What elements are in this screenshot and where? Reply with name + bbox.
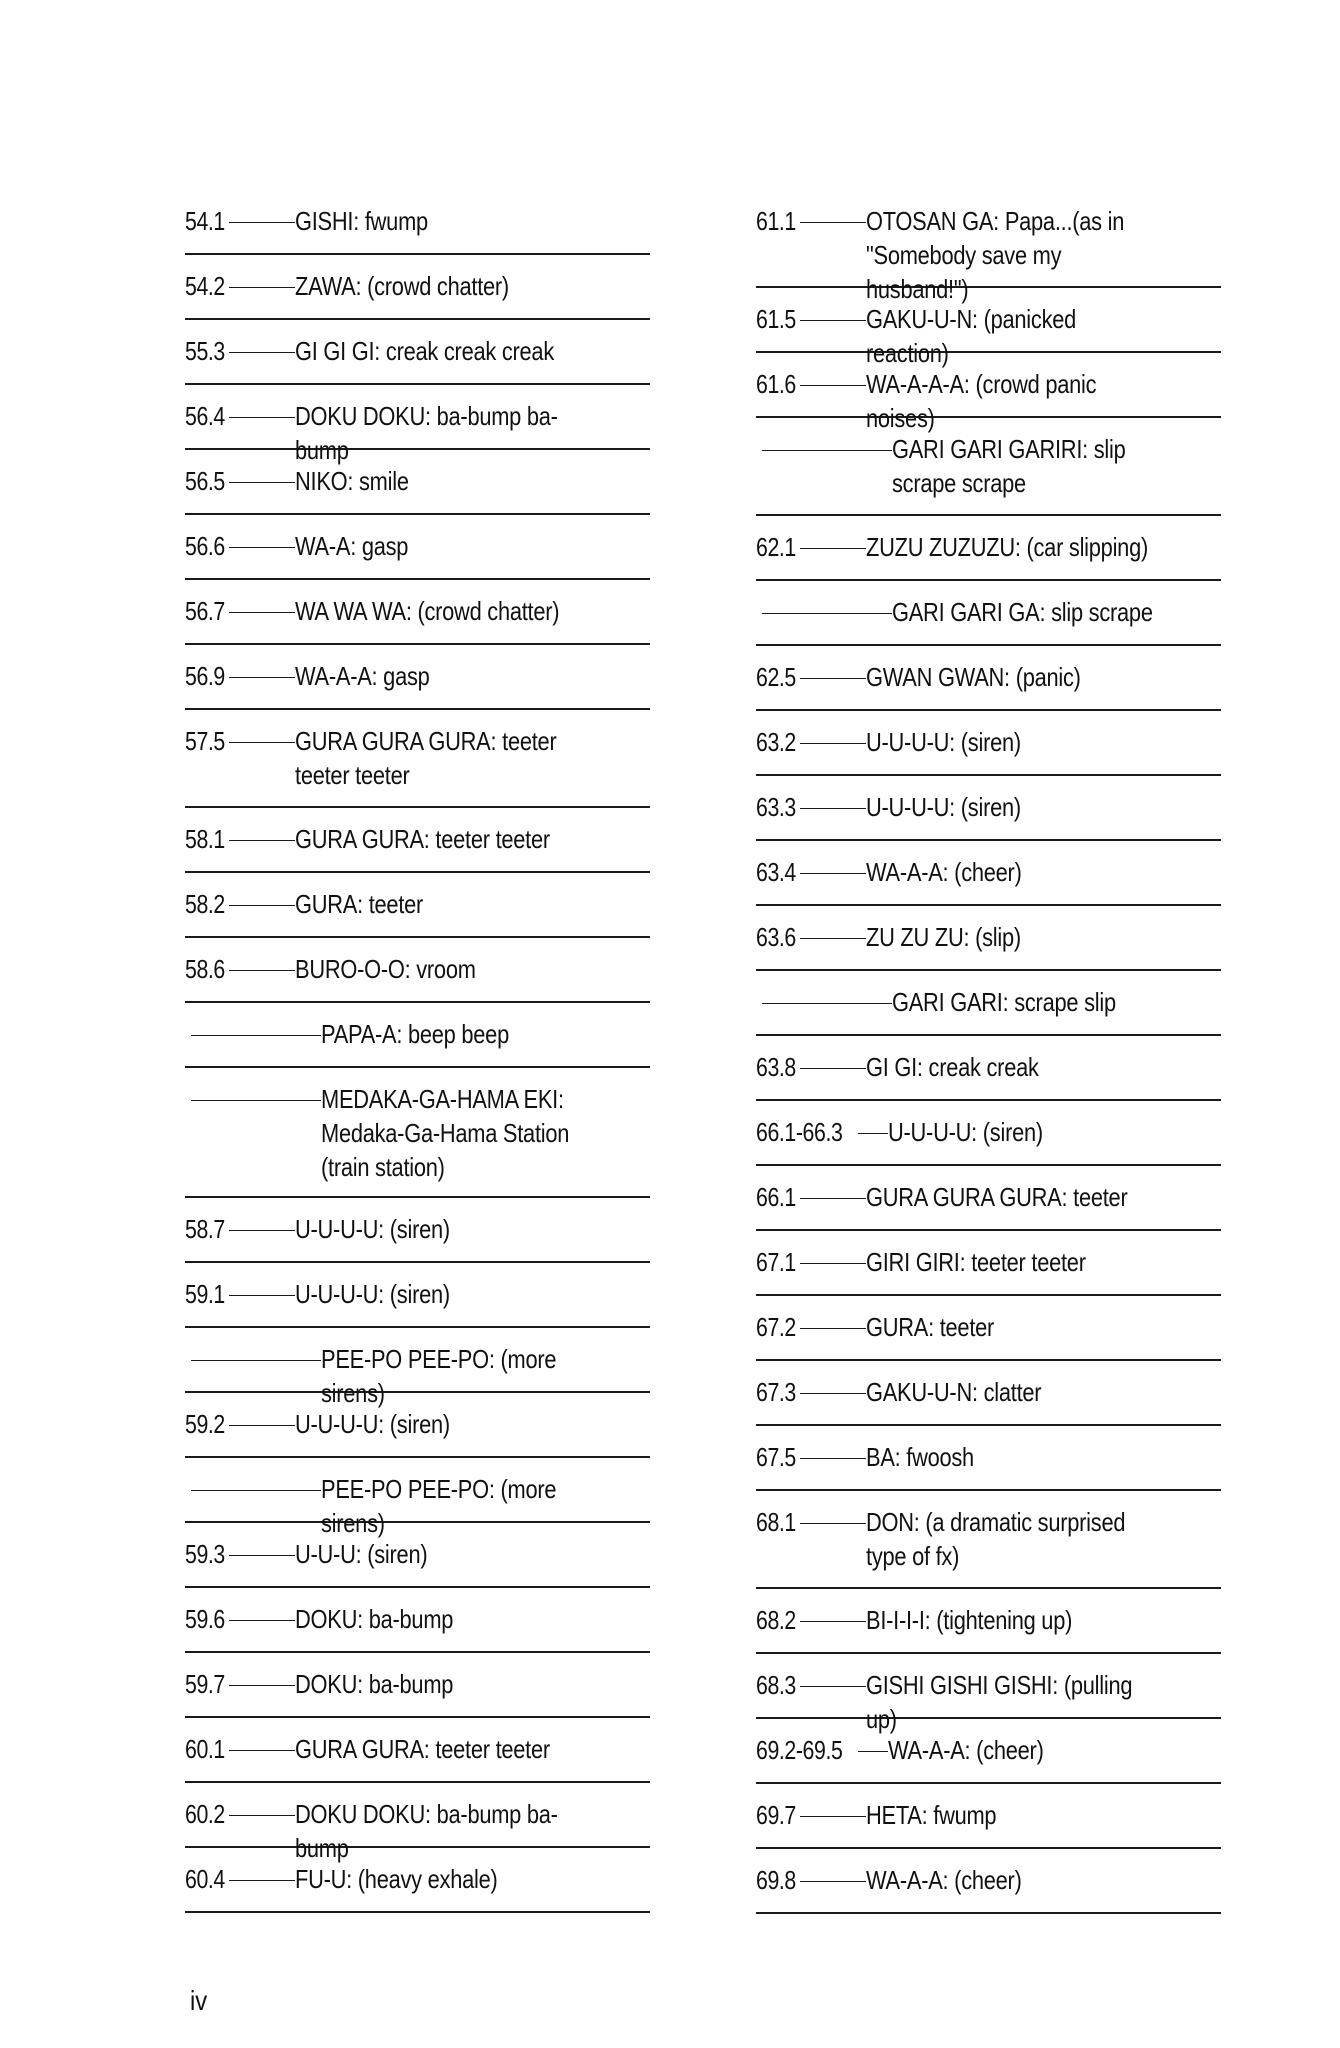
entry-text: GURA GURA GURA: teeter teeter teeter	[295, 726, 557, 790]
left-column	[185, 190, 650, 1913]
entry-reference: 58.2	[185, 889, 225, 919]
entry-text: ZU ZU ZU: (slip)	[866, 922, 1021, 952]
glossary-entry	[756, 1849, 1221, 1914]
entry-text: GAKU-U-N: (panicked reaction)	[866, 304, 1077, 368]
glossary-entry	[756, 1491, 1221, 1589]
glossary-entry	[185, 1393, 650, 1458]
glossary-entry	[756, 971, 1221, 1036]
leader-line	[191, 1035, 321, 1036]
leader-line	[800, 743, 866, 744]
entry-text: GWAN GWAN: (panic)	[866, 662, 1081, 692]
entry-reference: 59.2	[185, 1409, 225, 1439]
entry-text: WA-A-A: (cheer)	[888, 1735, 1044, 1765]
entry-text: BI-I-I-I: (tightening up)	[866, 1605, 1073, 1635]
glossary-entry	[185, 710, 650, 808]
glossary-entry	[185, 1718, 650, 1783]
entry-reference: 56.5	[185, 466, 225, 496]
glossary-entry	[756, 1296, 1221, 1361]
leader-line	[800, 873, 866, 874]
glossary-entry	[185, 515, 650, 580]
glossary-entry	[756, 1719, 1221, 1784]
leader-line	[800, 385, 866, 386]
entry-text: BURO-O-O: vroom	[295, 954, 476, 984]
entry-text: WA-A-A: gasp	[295, 661, 430, 691]
leader-line	[800, 1621, 866, 1622]
entry-reference: 56.7	[185, 596, 225, 626]
glossary-entry	[756, 1589, 1221, 1654]
leader-line	[229, 417, 295, 418]
glossary-entry	[185, 1783, 650, 1863]
entry-reference: 62.1	[756, 532, 796, 562]
leader-line	[800, 678, 866, 679]
entry-text: GARI GARI: scrape slip	[892, 987, 1116, 1017]
entry-text: GARI GARI GA: slip scrape	[892, 597, 1153, 627]
entry-reference: 67.1	[756, 1247, 796, 1277]
entry-reference: 60.2	[185, 1799, 225, 1829]
leader-line	[229, 1880, 295, 1881]
entry-reference: 67.5	[756, 1442, 796, 1472]
leader-line	[800, 938, 866, 939]
glossary-entry	[185, 580, 650, 645]
entry-reference: 68.3	[756, 1670, 796, 1700]
glossary-entry	[185, 1588, 650, 1653]
leader-line	[229, 840, 295, 841]
right-column	[756, 190, 1221, 1914]
entry-reference: 63.2	[756, 727, 796, 757]
entry-reference: 63.6	[756, 922, 796, 952]
entry-reference: 66.1	[756, 1182, 796, 1212]
glossary-entry	[756, 1361, 1221, 1426]
glossary-entry	[756, 1231, 1221, 1296]
leader-line	[229, 287, 295, 288]
leader-line	[858, 1751, 888, 1752]
entry-reference: 67.3	[756, 1377, 796, 1407]
entry-reference: 59.1	[185, 1279, 225, 1309]
entry-text: U-U-U-U: (siren)	[295, 1214, 450, 1244]
glossary-entry	[756, 1036, 1221, 1101]
leader-line	[229, 482, 295, 483]
leader-line	[229, 222, 295, 223]
glossary-entry	[185, 1458, 650, 1538]
leader-line	[762, 613, 892, 614]
entry-reference: 61.5	[756, 304, 796, 334]
entry-reference: 69.7	[756, 1800, 796, 1830]
glossary-entry	[185, 938, 650, 1003]
entry-text: DOKU DOKU: ba-bump ba-bump	[295, 401, 558, 465]
leader-line	[229, 1685, 295, 1686]
entry-reference: 63.8	[756, 1052, 796, 1082]
leader-line	[191, 1490, 321, 1491]
glossary-entry	[756, 1101, 1221, 1166]
glossary-entry	[185, 255, 650, 320]
entry-text: GISHI: fwump	[295, 206, 428, 236]
glossary-entry	[756, 1166, 1221, 1231]
entry-reference: 69.2-69.5	[756, 1735, 843, 1765]
entry-text: U-U-U-U: (siren)	[888, 1117, 1043, 1147]
glossary-entry	[185, 1003, 650, 1068]
entry-reference: 58.6	[185, 954, 225, 984]
entry-text: WA-A: gasp	[295, 531, 409, 561]
entry-text: BA: fwoosh	[866, 1442, 974, 1472]
glossary-entry	[756, 906, 1221, 971]
entry-reference: 66.1-66.3	[756, 1117, 843, 1147]
entry-text: GI GI: creak creak	[866, 1052, 1039, 1082]
entry-text: GURA: teeter	[295, 889, 424, 919]
glossary-entry	[756, 841, 1221, 906]
leader-line	[858, 1133, 888, 1134]
leader-line	[229, 1295, 295, 1296]
entry-text: DOKU: ba-bump	[295, 1669, 454, 1699]
leader-line	[229, 1620, 295, 1621]
glossary-entry	[756, 1426, 1221, 1491]
entry-text: WA WA WA: (crowd chatter)	[295, 596, 560, 626]
entry-text: GURA: teeter	[866, 1312, 995, 1342]
entry-reference: 68.2	[756, 1605, 796, 1635]
entry-text: WA-A-A: (cheer)	[866, 857, 1022, 887]
glossary-entry	[756, 646, 1221, 711]
entry-text: GISHI GISHI GISHI: (pulling up)	[866, 1670, 1133, 1734]
leader-line	[191, 1100, 321, 1101]
entry-reference: 59.3	[185, 1539, 225, 1569]
glossary-entry	[185, 808, 650, 873]
entry-reference: 56.4	[185, 401, 225, 431]
entry-text: MEDAKA-GA-HAMA EKI: Medaka-Ga-Hama Station (train station)	[321, 1084, 570, 1182]
entry-text: U-U-U-U: (siren)	[295, 1279, 450, 1309]
page-number: iv	[190, 1985, 208, 2016]
entry-text: GAKU-U-N: clatter	[866, 1377, 1042, 1407]
glossary-entry	[756, 776, 1221, 841]
glossary-entry	[185, 450, 650, 515]
entry-reference: 54.1	[185, 206, 225, 236]
glossary-entry	[756, 1784, 1221, 1849]
entry-reference: 68.1	[756, 1507, 796, 1537]
glossary-entry	[185, 1198, 650, 1263]
glossary-entry	[756, 190, 1221, 304]
entry-text: HETA: fwump	[866, 1800, 997, 1830]
entry-text: ZUZU ZUZUZU: (car slipping)	[866, 532, 1148, 562]
entry-text: PEE-PO PEE-PO: (more sirens)	[321, 1344, 557, 1408]
glossary-entry	[185, 645, 650, 710]
entry-text: U-U-U: (siren)	[295, 1539, 428, 1569]
leader-line	[800, 1816, 866, 1817]
entry-text: WA-A-A-A: (crowd panic noises)	[866, 369, 1097, 433]
entry-reference: 60.1	[185, 1734, 225, 1764]
entry-text: WA-A-A: (cheer)	[866, 1865, 1022, 1895]
entry-reference: 61.1	[756, 206, 796, 236]
leader-line	[229, 1425, 295, 1426]
glossary-entry	[756, 1654, 1221, 1734]
leader-line	[229, 1750, 295, 1751]
leader-line	[800, 320, 866, 321]
glossary-entry	[185, 385, 650, 465]
entry-reference: 60.4	[185, 1864, 225, 1894]
leader-line	[800, 1198, 866, 1199]
entry-text: PAPA-A: beep beep	[321, 1019, 509, 1049]
entry-reference: 63.4	[756, 857, 796, 887]
entry-text: PEE-PO PEE-PO: (more sirens)	[321, 1474, 557, 1538]
leader-line	[229, 352, 295, 353]
leader-line	[762, 450, 892, 451]
leader-line	[191, 1360, 321, 1361]
glossary-entry	[185, 873, 650, 938]
leader-line	[229, 547, 295, 548]
entry-reference: 69.8	[756, 1865, 796, 1895]
leader-line	[800, 1458, 866, 1459]
glossary-entry	[185, 190, 650, 255]
leader-line	[229, 1555, 295, 1556]
entry-text: DOKU DOKU: ba-bump ba-bump	[295, 1799, 558, 1863]
leader-line	[800, 222, 866, 223]
entry-text: ZAWA: (crowd chatter)	[295, 271, 509, 301]
entry-reference: 55.3	[185, 336, 225, 366]
glossary-entry	[185, 1523, 650, 1588]
leader-line	[800, 1393, 866, 1394]
glossary-entry	[756, 711, 1221, 776]
entry-text: FU-U: (heavy exhale)	[295, 1864, 498, 1894]
leader-line	[229, 677, 295, 678]
glossary-entry	[756, 516, 1221, 581]
glossary-entry	[185, 1848, 650, 1913]
entry-text: GURA GURA: teeter teeter	[295, 824, 550, 854]
leader-line	[800, 1263, 866, 1264]
glossary-entry	[185, 1653, 650, 1718]
entry-reference: 67.2	[756, 1312, 796, 1342]
leader-line	[229, 742, 295, 743]
leader-line	[229, 1815, 295, 1816]
entry-reference: 59.6	[185, 1604, 225, 1634]
leader-line	[800, 1328, 866, 1329]
entry-text: U-U-U-U: (siren)	[866, 727, 1021, 757]
entry-text: U-U-U-U: (siren)	[866, 792, 1021, 822]
glossary-entry	[756, 353, 1221, 433]
leader-line	[800, 548, 866, 549]
entry-text: GURA GURA GURA: teeter	[866, 1182, 1128, 1212]
leader-line	[800, 1523, 866, 1524]
glossary-entry	[185, 320, 650, 385]
leader-line	[800, 808, 866, 809]
entry-reference: 62.5	[756, 662, 796, 692]
entry-reference: 59.7	[185, 1669, 225, 1699]
entry-reference: 58.1	[185, 824, 225, 854]
entry-text: GIRI GIRI: teeter teeter	[866, 1247, 1086, 1277]
entry-text: GARI GARI GARIRI: slip scrape scrape	[892, 434, 1126, 498]
leader-line	[229, 905, 295, 906]
entry-reference: 54.2	[185, 271, 225, 301]
entry-text: GURA GURA: teeter teeter	[295, 1734, 550, 1764]
leader-line	[800, 1068, 866, 1069]
glossary-entry	[185, 1328, 650, 1408]
entry-text: DOKU: ba-bump	[295, 1604, 454, 1634]
entry-text: DON: (a dramatic surprised type of fx)	[866, 1507, 1126, 1571]
glossary-entry	[756, 418, 1221, 516]
entry-text: U-U-U-U: (siren)	[295, 1409, 450, 1439]
leader-line	[229, 612, 295, 613]
leader-line	[800, 1686, 866, 1687]
entry-reference: 61.6	[756, 369, 796, 399]
entry-text: NIKO: smile	[295, 466, 409, 496]
glossary-entry	[756, 288, 1221, 368]
entry-reference: 58.7	[185, 1214, 225, 1244]
entry-reference: 56.9	[185, 661, 225, 691]
glossary-entry	[756, 581, 1221, 646]
entry-reference: 56.6	[185, 531, 225, 561]
glossary-entry	[185, 1068, 650, 1198]
entry-text: OTOSAN GA: Papa...(as in "Somebody save my husband!")	[866, 206, 1125, 304]
leader-line	[762, 1003, 892, 1004]
leader-line	[800, 1881, 866, 1882]
leader-line	[229, 970, 295, 971]
entry-text: GI GI GI: creak creak creak	[295, 336, 554, 366]
leader-line	[229, 1230, 295, 1231]
entry-reference: 63.3	[756, 792, 796, 822]
glossary-entry	[185, 1263, 650, 1328]
entry-reference: 57.5	[185, 726, 225, 756]
